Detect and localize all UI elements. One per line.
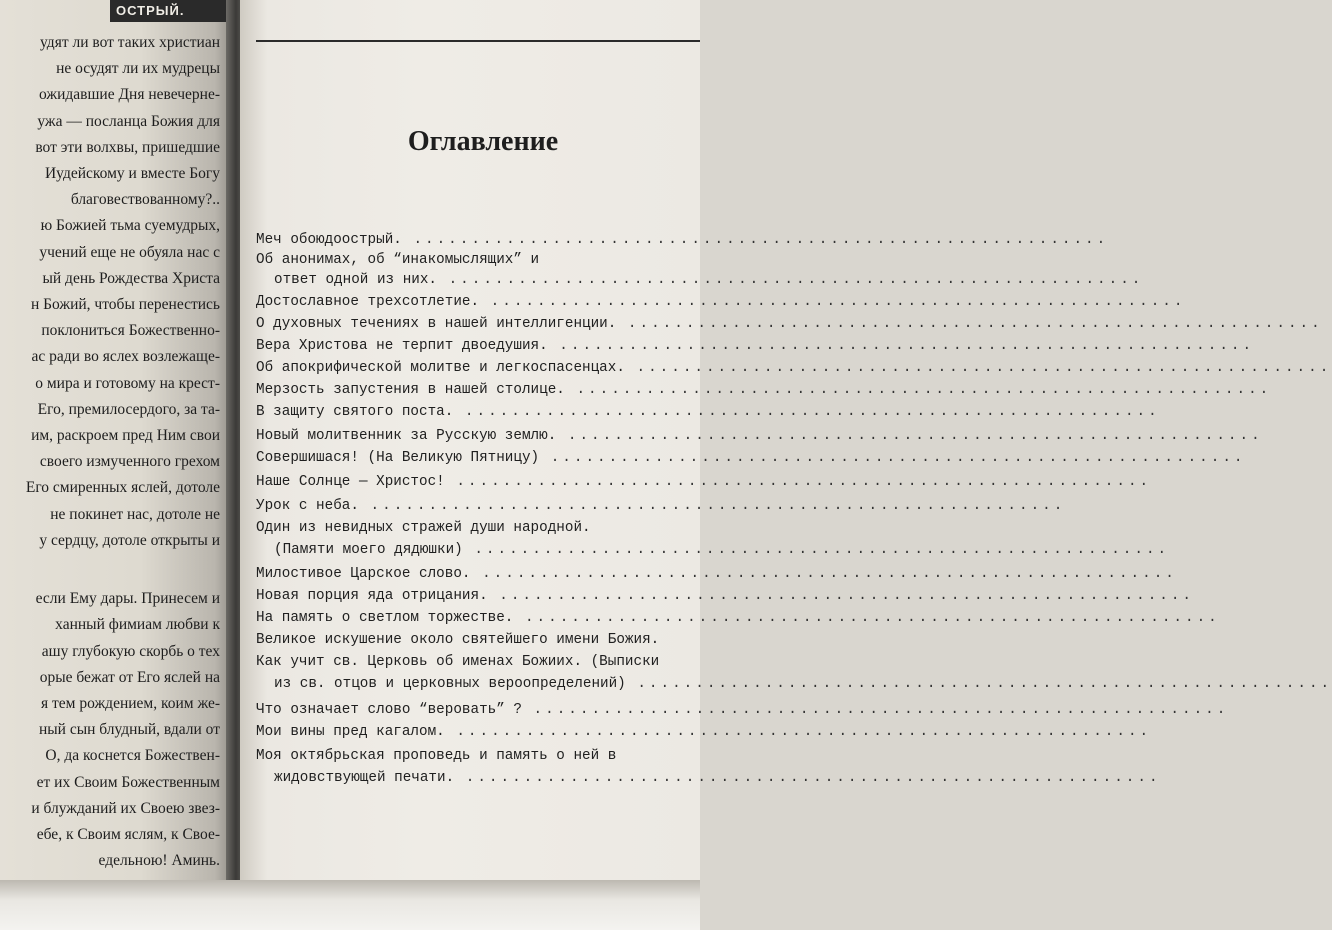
- toc-entry: [256, 654, 700, 674]
- toc-entry-title: Моя октябрьская проповедь и память о ней в: [256, 748, 617, 764]
- left-text-line: ас ради во яслех возлежаще-: [31, 348, 220, 366]
- toc-entry-title: из св. отцов и церковных вероопределений): [274, 676, 626, 692]
- toc-entry-title: Новая порция яда отрицания.: [256, 588, 488, 604]
- left-text-line: ашу глубокую скорбь о тех: [41, 642, 220, 660]
- toc-entry-title: Достославное трехсотлетие.: [256, 294, 480, 310]
- left-page: [0, 0, 234, 930]
- left-text-line: едельною! Аминь.: [98, 852, 220, 870]
- left-text-line: ожидавшие Дня невечерне-: [39, 86, 220, 104]
- left-text-line: Его, премилосердого, за та-: [37, 400, 220, 418]
- toc-entry-title: жидовствующей печати.: [274, 770, 455, 786]
- toc-entry: [256, 316, 1323, 336]
- toc-leader-dots: ............................................................: [401, 232, 1109, 248]
- toc-leader-dots: ............................................................: [470, 566, 1177, 582]
- toc-entry-title: (Памяти моего дядюшки): [274, 542, 463, 558]
- left-text-line: Его смиренных яслей, дотоле: [25, 479, 220, 497]
- left-text-line: ужа — посланца Божия для: [37, 112, 220, 130]
- left-text-line: не осудят ли их мудрецы: [56, 60, 220, 78]
- left-text-line: им, раскроем пред Ним свои: [31, 427, 220, 444]
- left-text-line: и блужданий их Своею звез-: [31, 799, 220, 817]
- toc-entry-title: Один из невидных стражей души народной.: [256, 520, 591, 536]
- toc-leader-dots: ............................................................: [556, 428, 1263, 444]
- left-text-line: орые бежат от Его яслей на: [39, 668, 220, 686]
- toc-entry-title: Меч обоюдоострый.: [256, 232, 402, 248]
- toc-leader-dots: ............................................................: [513, 610, 1220, 626]
- toc-entry: [256, 748, 700, 768]
- left-text-line: ный сын блудный, вдали от: [38, 721, 220, 739]
- toc-leader-dots: ............................................................: [539, 450, 1246, 466]
- left-text-line: своего измученного грехом: [39, 453, 220, 471]
- left-text-line: ебе, к Своим яслям, к Свое-: [36, 826, 220, 843]
- toc-entry-title: Милостивое Царское слово.: [256, 566, 471, 582]
- toc-entry: [256, 676, 1332, 696]
- toc-entry-title: Мои вины пред кагалом.: [256, 724, 445, 740]
- toc-entry: [256, 588, 1195, 608]
- toc-leader-dots: ............................................................: [437, 272, 1144, 288]
- toc-entry: [256, 770, 1161, 790]
- toc-entry: [256, 542, 1170, 562]
- toc-entry: [256, 450, 1246, 470]
- toc-leader-dots: ............................................................: [616, 316, 1323, 332]
- left-text-line: если Ему дары. Принесем и: [35, 590, 220, 608]
- toc-leader-dots: ............................................................: [454, 770, 1161, 786]
- toc-leader-dots: ............................................................: [624, 360, 1332, 376]
- left-text-line: о мира и готовому на крест-: [35, 374, 220, 392]
- toc-entry: [256, 566, 1177, 586]
- toc-entry: [256, 724, 1152, 744]
- toc-entry-title: Что означает слово “веровать” ?: [256, 702, 522, 718]
- toc-entry: [256, 382, 1272, 402]
- left-text-line: благовествованному?..: [70, 191, 220, 209]
- toc-leader-dots: ............................................................: [547, 338, 1255, 354]
- toc-entry-title: Новый молитвенник за Русскую землю.: [256, 428, 557, 444]
- toc-entry: [256, 498, 1066, 518]
- toc-leader-dots: ............................................................: [521, 702, 1229, 718]
- toc-entry-title: О духовных течениях в нашей интеллигенции.: [256, 316, 617, 332]
- toc-entry: [256, 702, 1229, 722]
- toc-entry: [256, 272, 1144, 292]
- toc-leader-dots: ............................................................: [462, 542, 1170, 558]
- page-title: Оглавление: [407, 126, 559, 157]
- toc-entry: [256, 338, 1255, 358]
- toc-leader-dots: ............................................................: [358, 498, 1066, 514]
- toc-entry-title: Мерзость запустения в нашей столице.: [256, 382, 565, 398]
- toc-entry-title: Великое искушение около святейшего имени Божия.: [256, 632, 660, 648]
- toc-entry-title: В защиту святого поста.: [256, 404, 454, 420]
- left-text-line: О, да коснется Божествен-: [45, 747, 220, 765]
- left-text-line: ет их Своим Божественным: [36, 773, 220, 791]
- toc-leader-dots: ............................................................: [625, 676, 1332, 692]
- left-text-line: поклониться Божественно-: [41, 322, 220, 340]
- toc-entry: [256, 404, 1160, 424]
- toc-leader-dots: ............................................................: [479, 294, 1186, 310]
- toc-entry-title: На память о светлом торжестве.: [256, 610, 514, 626]
- toc-entry: [256, 474, 1152, 494]
- left-text-line: Иудейскому и вместе Богу: [44, 165, 220, 182]
- toc-leader-dots: ............................................................: [444, 474, 1152, 490]
- toc-entry-title: ответ одной из них.: [274, 272, 438, 288]
- toc-leader-dots: ............................................................: [487, 588, 1195, 604]
- toc-entry: [256, 232, 1109, 252]
- toc-entry-title: Наше Солнце — Христос!: [256, 474, 445, 490]
- toc-entry: [256, 520, 700, 540]
- toc-entry: [256, 610, 1220, 630]
- left-text-line: удят ли вот таких христиан: [40, 34, 220, 51]
- toc-entry: [256, 252, 700, 272]
- left-text-line: учений еще не обуяла нас с: [39, 243, 220, 261]
- left-text-line: у сердцу, дотоле открыты и: [39, 531, 220, 549]
- toc-entry-title: Об анонимах, об “инакомыслящих” и: [256, 252, 540, 268]
- toc-leader-dots: ............................................................: [444, 724, 1152, 740]
- left-text-line: я тем рождением, коим же-: [41, 695, 220, 712]
- left-text-line: не покинет нас, дотоле не: [50, 505, 220, 523]
- toc-entry-title: Совершишася! (На Великую Пятницу): [256, 450, 540, 466]
- running-header: ОСТРЫЙ.: [110, 0, 234, 22]
- left-text-line: вот эти волхвы, пришедшие: [35, 138, 220, 156]
- toc-leader-dots: ............................................................: [453, 404, 1160, 420]
- toc-entry: [256, 632, 700, 652]
- toc-entry-title: Вера Христова не терпит двоедушия.: [256, 338, 548, 354]
- left-text-line: ю Божией тьма суемудрых,: [40, 217, 220, 235]
- left-text-line: ханный фимиам любви к: [55, 616, 220, 634]
- toc-entry-title: Урок с неба.: [256, 498, 359, 514]
- left-text-line: ый день Рождества Христа: [42, 269, 220, 287]
- page-bottom-edge: [0, 880, 700, 930]
- toc-entry: [256, 360, 1332, 380]
- toc-leader-dots: ............................................................: [564, 382, 1272, 398]
- header-rule: [256, 40, 700, 42]
- toc-entry: [256, 294, 1186, 314]
- left-text-line: н Божий, чтобы перенестись: [30, 296, 220, 313]
- toc-entry-title: Как учит св. Церковь об именах Божиих. (Выписки: [256, 654, 660, 670]
- toc-entry-title: Об апокрифической молитве и легкоспасенцах.: [256, 360, 625, 376]
- toc-entry: [256, 428, 1263, 448]
